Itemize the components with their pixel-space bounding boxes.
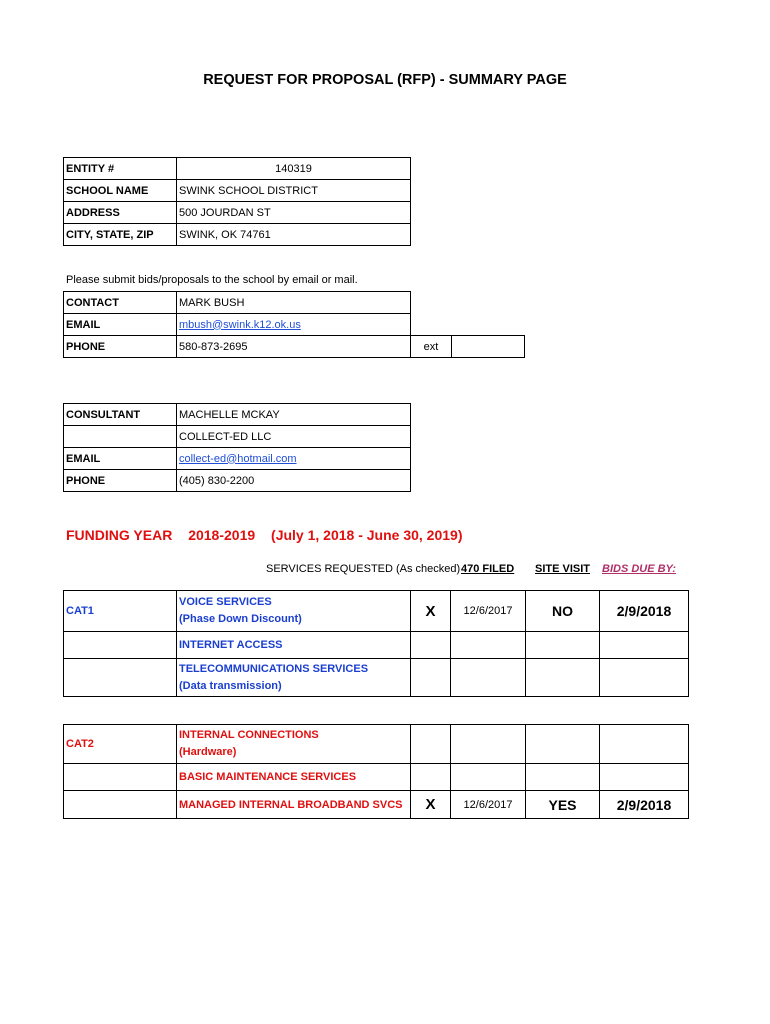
bids-due-cell: 2/9/2018 bbox=[600, 791, 689, 819]
bids-due-cell bbox=[600, 659, 689, 697]
cat1-blank bbox=[64, 659, 177, 697]
site-visit-header: SITE VISIT bbox=[535, 563, 591, 575]
check-cell[interactable] bbox=[411, 764, 451, 791]
funding-year-label: FUNDING YEAR bbox=[66, 527, 173, 543]
site-visit-cell bbox=[526, 764, 600, 791]
submit-note: Please submit bids/proposals to the school by email or mail. bbox=[66, 274, 358, 286]
city-state-zip-label: CITY, STATE, ZIP bbox=[64, 224, 177, 246]
cat1-label bbox=[64, 591, 177, 632]
filed-cell bbox=[451, 659, 526, 697]
service-line2: (Phase Down Discount) bbox=[179, 613, 302, 625]
city-state-zip-value: SWINK, OK 74761 bbox=[177, 224, 411, 246]
consultant-name: MACHELLE MCKAY bbox=[177, 404, 411, 426]
entity-label: ENTITY # bbox=[64, 158, 177, 180]
table-row bbox=[64, 336, 525, 358]
check-cell[interactable]: X bbox=[411, 791, 451, 819]
consultant-email-text[interactable]: collect-ed@hotmail.com bbox=[179, 452, 297, 465]
service-line1: MANAGED INTERNAL BROADBAND SVCS bbox=[179, 798, 403, 811]
contact-value: MARK BUSH bbox=[177, 292, 411, 314]
cat1-label-text: CAT1 bbox=[66, 605, 94, 617]
entity-table bbox=[63, 157, 411, 246]
services-requested-header: SERVICES REQUESTED (As checked) bbox=[266, 563, 461, 575]
contact-label: CONTACT bbox=[64, 292, 177, 314]
entity-value: 140319 bbox=[177, 158, 411, 180]
service-line2: (Data transmission) bbox=[179, 679, 282, 692]
site-visit-cell bbox=[526, 632, 600, 659]
contact-table bbox=[63, 291, 525, 358]
cat2-label-text: CAT2 bbox=[66, 738, 94, 750]
cat2-table bbox=[63, 724, 689, 819]
check-cell[interactable] bbox=[411, 659, 451, 697]
cat2-blank bbox=[64, 764, 177, 791]
table-row bbox=[64, 158, 411, 180]
table-row bbox=[64, 659, 689, 697]
table-row bbox=[64, 180, 411, 202]
consultant-label: CONSULTANT bbox=[64, 404, 177, 426]
service-cell bbox=[177, 764, 411, 791]
site-visit-cell bbox=[526, 725, 600, 764]
filed-cell bbox=[451, 725, 526, 764]
bids-due-cell bbox=[600, 632, 689, 659]
filed-cell: 12/6/2017 bbox=[451, 791, 526, 819]
filed-cell: 12/6/2017 bbox=[451, 591, 526, 632]
consultant-email-link[interactable] bbox=[177, 448, 411, 470]
service-line1: INTERNAL CONNECTIONS bbox=[179, 729, 319, 741]
cat2-blank bbox=[64, 791, 177, 819]
filed-cell bbox=[451, 632, 526, 659]
service-cell bbox=[177, 659, 411, 697]
bids-due-header: BIDS DUE BY: bbox=[602, 563, 676, 575]
email-link-text[interactable]: mbush@swink.k12.ok.us bbox=[179, 318, 301, 331]
check-cell[interactable]: X bbox=[411, 591, 451, 632]
school-name-value: SWINK SCHOOL DISTRICT bbox=[177, 180, 411, 202]
service-line1: INTERNET ACCESS bbox=[179, 639, 283, 651]
ext-label: ext bbox=[411, 336, 452, 358]
email-label: EMAIL bbox=[64, 314, 177, 336]
service-line1: TELECOMMUNICATIONS SERVICES bbox=[179, 662, 369, 675]
filed-cell bbox=[451, 764, 526, 791]
ext-value bbox=[452, 336, 525, 358]
email-link[interactable] bbox=[177, 314, 411, 336]
cat1-blank bbox=[64, 632, 177, 659]
table-row bbox=[64, 426, 411, 448]
consultant-company: COLLECT-ED LLC bbox=[177, 426, 411, 448]
funding-year-range: (July 1, 2018 - June 30, 2019) bbox=[271, 527, 463, 543]
phone-value: 580-873-2695 bbox=[177, 336, 411, 358]
service-cell bbox=[177, 791, 411, 819]
table-row bbox=[64, 448, 411, 470]
table-row bbox=[64, 591, 689, 632]
funding-year bbox=[66, 527, 463, 543]
cat2-label bbox=[64, 725, 177, 764]
service-cell bbox=[177, 725, 411, 764]
funding-year-years: 2018-2019 bbox=[188, 527, 256, 543]
bids-due-cell bbox=[600, 764, 689, 791]
service-cell bbox=[177, 632, 411, 659]
table-row bbox=[64, 224, 411, 246]
address-value: 500 JOURDAN ST bbox=[177, 202, 411, 224]
consultant-table bbox=[63, 403, 411, 492]
service-line1: BASIC MAINTENANCE SERVICES bbox=[179, 771, 357, 783]
consultant-phone-value: (405) 830-2200 bbox=[177, 470, 411, 492]
phone-label: PHONE bbox=[64, 336, 177, 358]
consultant-email-label: EMAIL bbox=[64, 448, 177, 470]
470-filed-header: 470 FILED bbox=[461, 563, 515, 575]
table-row bbox=[64, 791, 689, 819]
cat1-table bbox=[63, 590, 689, 697]
table-row bbox=[64, 292, 525, 314]
bids-due-cell bbox=[600, 725, 689, 764]
address-label: ADDRESS bbox=[64, 202, 177, 224]
table-row bbox=[64, 202, 411, 224]
school-name-label: SCHOOL NAME bbox=[64, 180, 177, 202]
table-row bbox=[64, 314, 525, 336]
table-row bbox=[64, 404, 411, 426]
service-cell bbox=[177, 591, 411, 632]
table-row bbox=[64, 764, 689, 791]
table-row bbox=[64, 470, 411, 492]
check-cell[interactable] bbox=[411, 632, 451, 659]
site-visit-cell bbox=[526, 659, 600, 697]
table-row bbox=[64, 725, 689, 764]
consultant-phone-label: PHONE bbox=[64, 470, 177, 492]
page-title: REQUEST FOR PROPOSAL (RFP) - SUMMARY PAGE bbox=[203, 72, 567, 88]
consultant-blank bbox=[64, 426, 177, 448]
site-visit-cell: YES bbox=[526, 791, 600, 819]
service-line2: (Hardware) bbox=[179, 746, 237, 758]
bids-due-cell: 2/9/2018 bbox=[600, 591, 689, 632]
table-row bbox=[64, 632, 689, 659]
check-cell[interactable] bbox=[411, 725, 451, 764]
site-visit-cell: NO bbox=[526, 591, 600, 632]
service-line1: VOICE SERVICES bbox=[179, 596, 272, 608]
